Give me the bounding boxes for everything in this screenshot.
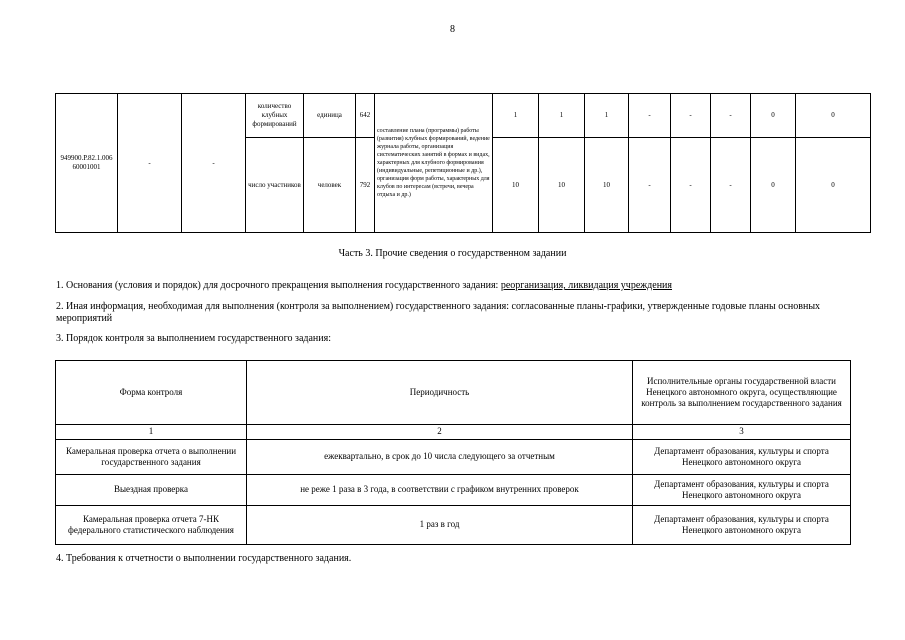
control-period: 1 раз в год (247, 505, 633, 544)
okei-code: 792 (356, 138, 375, 233)
value-cell: 0 (796, 94, 871, 138)
paragraph-2: 2. Иная информация, необходимая для выполнения (контроля за выполнением) государственного задания: согласованные планы-графики, утвержденные годовые планы основных мероприятий (56, 301, 821, 324)
control-body: Департамент образования, культуры и спорта Ненецкого автономного округа (633, 439, 851, 474)
value-cell: 0 (751, 94, 796, 138)
service-description: составление плана (программы) работы (развития) клубных формирований, ведение журнала работы, организация систематических занятий в формах и видах, характерных для клубного формирования (индивидуальные, репетиционные и др.), организация форм работы, характерных для клубов по интересам (встречи, вечера отдыха и др.) (375, 94, 493, 233)
table-row (56, 94, 871, 138)
value-cell: 10 (585, 138, 629, 233)
column-header: Форма контроля (56, 361, 247, 425)
termination-grounds: реорганизация, ликвидация учреждения (500, 280, 673, 291)
indicator-name: число участников (246, 138, 304, 233)
value-cell: - (629, 94, 671, 138)
control-period: ежеквартально, в срок до 10 числа следующего за отчетным (247, 439, 633, 474)
control-procedure-table (55, 360, 851, 545)
paragraph-1-text: 1. Основания (условия и порядок) для досрочного прекращения выполнения государственного задания: (56, 280, 501, 291)
value-cell: - (671, 138, 711, 233)
column-header: Периодичность (247, 361, 633, 425)
value-cell: - (671, 94, 711, 138)
column-number: 2 (247, 425, 633, 439)
paragraph-3: 3. Порядок контроля за выполнением государственного задания: (56, 333, 331, 344)
control-period: не реже 1 раза в 3 года, в соответствии с графиком внутренних проверок (247, 474, 633, 505)
value-cell: 1 (585, 94, 629, 138)
volume-indicators-table (55, 93, 871, 233)
paragraph-4: 4. Требования к отчетности о выполнении государственного задания. (56, 553, 352, 564)
table-row (56, 505, 851, 544)
content-dash-cell: - (118, 94, 182, 233)
table-row (56, 474, 851, 505)
control-body: Департамент образования, культуры и спорта Ненецкого автономного округа (633, 474, 851, 505)
value-cell: 1 (493, 94, 539, 138)
column-number: 3 (633, 425, 851, 439)
table-row (56, 439, 851, 474)
value-cell: 10 (539, 138, 585, 233)
part-title: Часть 3. Прочие сведения о государственном задании (338, 248, 567, 259)
value-cell: 10 (493, 138, 539, 233)
control-body: Департамент образования, культуры и спорта Ненецкого автономного округа (633, 505, 851, 544)
column-number: 1 (56, 425, 247, 439)
condition-dash-cell: - (182, 94, 246, 233)
value-cell: - (629, 138, 671, 233)
value-cell: 0 (796, 138, 871, 233)
indicator-name: количество клубных формирований (246, 94, 304, 138)
control-form: Камеральная проверка отчета о выполнении государственного задания (56, 439, 247, 474)
page-number: 8 (450, 24, 455, 35)
column-number-row (56, 425, 851, 439)
value-cell: - (711, 94, 751, 138)
column-header: Исполнительные органы государственной власти Ненецкого автономного округа, осуществляющие контроль за выполнением государственного задания (633, 361, 851, 425)
okei-code: 642 (356, 94, 375, 138)
value-cell: 1 (539, 94, 585, 138)
control-form: Камеральная проверка отчета 7-НК федерального статистического наблюдения (56, 505, 247, 544)
registry-code: 949900.Р.82.1.006 60001001 (56, 94, 118, 233)
unit-name: человек (304, 138, 356, 233)
table-header-row (56, 361, 851, 425)
unit-name: единица (304, 94, 356, 138)
control-form: Выездная проверка (56, 474, 247, 505)
value-cell: 0 (751, 138, 796, 233)
paragraph-1 (56, 280, 846, 292)
value-cell: - (711, 138, 751, 233)
